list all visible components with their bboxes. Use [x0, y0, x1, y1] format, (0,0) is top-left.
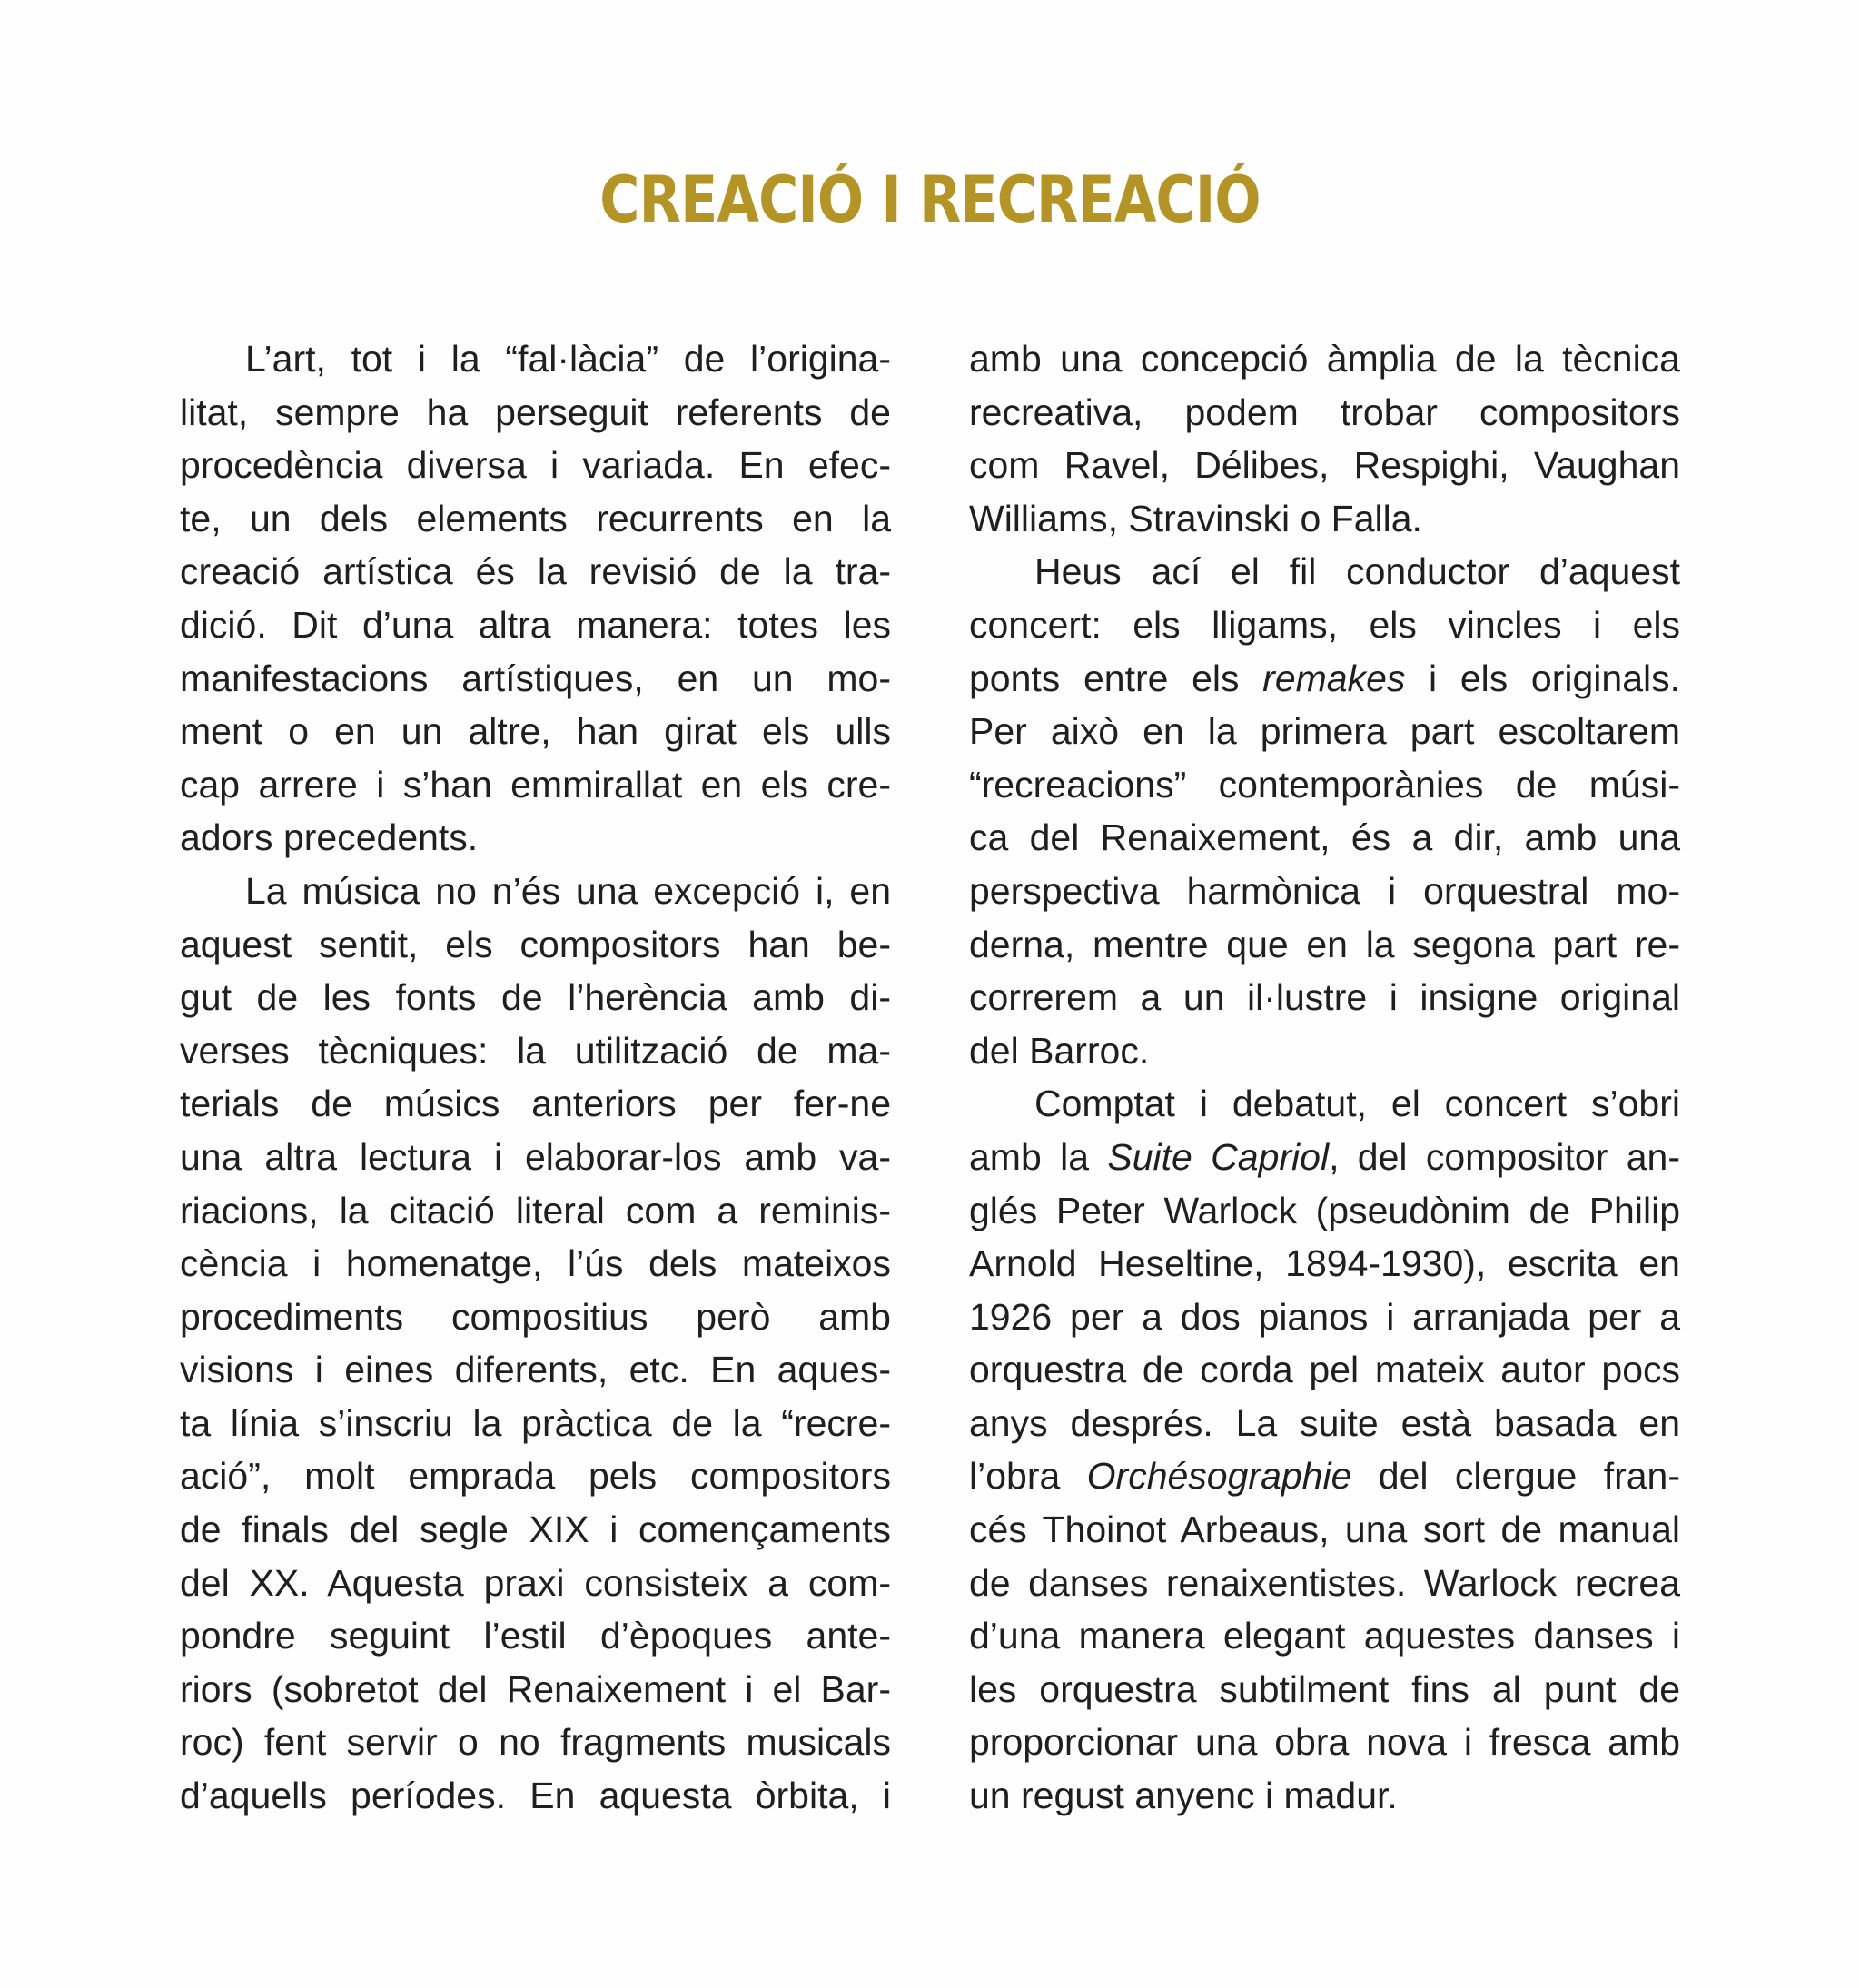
text-line: L’art, tot i la “fal·làcia” de l’origina-: [245, 338, 891, 380]
text-line: visions i eines diferents, etc. En aques-: [180, 1349, 891, 1391]
text-line: aquest sentit, els compositors han be-: [180, 923, 891, 965]
text-line: Heus ací el fil conductor d’aquest: [1034, 550, 1680, 593]
text-line: riors (sobretot del Renaixement i el Bar-: [180, 1667, 891, 1710]
text-line: riacions, la citació literal com a reminis-: [180, 1189, 891, 1231]
text-line: ment o en un altre, han girat els ulls: [180, 710, 891, 753]
text-line: glés Peter Warlock (pseudònim de Philip: [969, 1189, 1680, 1231]
text-line: procedència diversa i variada. En efec-: [180, 444, 891, 487]
italic-text: Suite Capriol: [1107, 1135, 1330, 1178]
text-line: d’aquells períodes. En aquesta òrbita, i: [180, 1775, 891, 1817]
text-line: gut de les fonts de l’herència amb di-: [180, 976, 891, 1019]
text-line: orquestra de corda pel mateix autor pocs: [969, 1349, 1680, 1391]
text-line: manifestacions artístiques, en un mo-: [180, 657, 891, 699]
text-segment: amb la: [969, 1135, 1108, 1178]
text-segment: l’obra: [969, 1455, 1087, 1498]
text-line: de finals del segle XIX i començaments: [180, 1508, 891, 1551]
left-text-column: [180, 332, 891, 1823]
text-line: derna, mentre que en la segona part re-: [969, 923, 1680, 965]
text-line: te, un dels elements recurrents en la: [180, 497, 891, 539]
text-line: de danses renaixentistes. Warlock recrea: [969, 1561, 1680, 1604]
right-text-column: [969, 332, 1680, 1823]
text-line: Comptat i debatut, el concert s’obri: [1034, 1083, 1680, 1125]
text-line: proporcionar una obra nova i fresca amb: [969, 1721, 1680, 1764]
text-line: un regust anyenc i madur.: [969, 1775, 1398, 1817]
text-line: terials de músics anteriors per fer-ne: [180, 1083, 891, 1125]
text-line: les orquestra subtilment fins al punt de: [969, 1667, 1680, 1710]
text-line: Arnold Heseltine, 1894-1930), escrita en: [969, 1242, 1680, 1285]
page-title: CREACIÓ I RECREACIÓ: [599, 163, 1261, 237]
text-line: procediments compositius però amb: [180, 1295, 891, 1338]
text-line: correrem a un il·lustre i insigne original: [969, 976, 1680, 1019]
text-line: ació”, molt emprada pels compositors: [180, 1455, 891, 1498]
text-line: verses tècniques: la utilització de ma-: [180, 1029, 891, 1072]
text-line: concert: els lligams, els vincles i els: [969, 603, 1680, 646]
text-line: del Barroc.: [969, 1029, 1150, 1072]
text-segment: del clergue fran-: [1351, 1455, 1680, 1498]
text-line: Williams, Stravinski o Falla.: [969, 497, 1422, 539]
text-line: recreativa, podem trobar compositors: [969, 391, 1680, 433]
text-line: cència i homenatge, l’ús dels mateixos: [180, 1242, 891, 1285]
text-line: cap arrere i s’han emmirallat en els cre-: [180, 763, 891, 806]
italic-text: Orchésographie: [1086, 1455, 1352, 1498]
text-line: roc) fent servir o no fragments musicals: [180, 1721, 891, 1764]
text-line: Per això en la primera part escoltarem: [969, 710, 1680, 753]
text-line: “recreacions” contemporànies de músi-: [969, 763, 1680, 806]
text-line: litat, sempre ha perseguit referents de: [180, 391, 891, 433]
text-segment: ponts entre els: [969, 657, 1263, 699]
text-line: [969, 1449, 1680, 1503]
text-line: creació artística és la revisió de la tra-: [180, 550, 891, 593]
text-line: com Ravel, Délibes, Respighi, Vaughan: [969, 444, 1680, 487]
text-line: anys després. La suite està basada en: [969, 1401, 1680, 1444]
text-line: [969, 652, 1680, 706]
text-segment: i els originals.: [1405, 657, 1680, 699]
text-line: perspectiva harmònica i orquestral mo-: [969, 869, 1680, 912]
text-line: dició. Dit d’una altra manera: totes les: [180, 603, 891, 646]
text-line: ca del Renaixement, és a dir, amb una: [969, 816, 1680, 859]
text-segment: , del compositor an-: [1329, 1135, 1680, 1178]
text-line: ta línia s’inscriu la pràctica de la “recre-: [180, 1401, 891, 1444]
text-line: cés Thoinot Arbeaus, una sort de manual: [969, 1508, 1680, 1551]
text-line: La música no n’és una excepció i, en: [245, 869, 891, 912]
text-line: d’una manera elegant aquestes danses i: [969, 1615, 1680, 1657]
italic-text: remakes: [1262, 657, 1406, 699]
text-line: pondre seguint l’estil d’èpoques ante-: [180, 1615, 891, 1657]
text-line: una altra lectura i elaborar-los amb va-: [180, 1135, 891, 1178]
text-line: del XX. Aquesta praxi consisteix a com-: [180, 1561, 891, 1604]
text-line: adors precedents.: [180, 816, 479, 859]
text-line: amb una concepció àmplia de la tècnica: [969, 338, 1680, 380]
text-line: [969, 1131, 1680, 1184]
text-line: 1926 per a dos pianos i arranjada per a: [969, 1295, 1680, 1338]
